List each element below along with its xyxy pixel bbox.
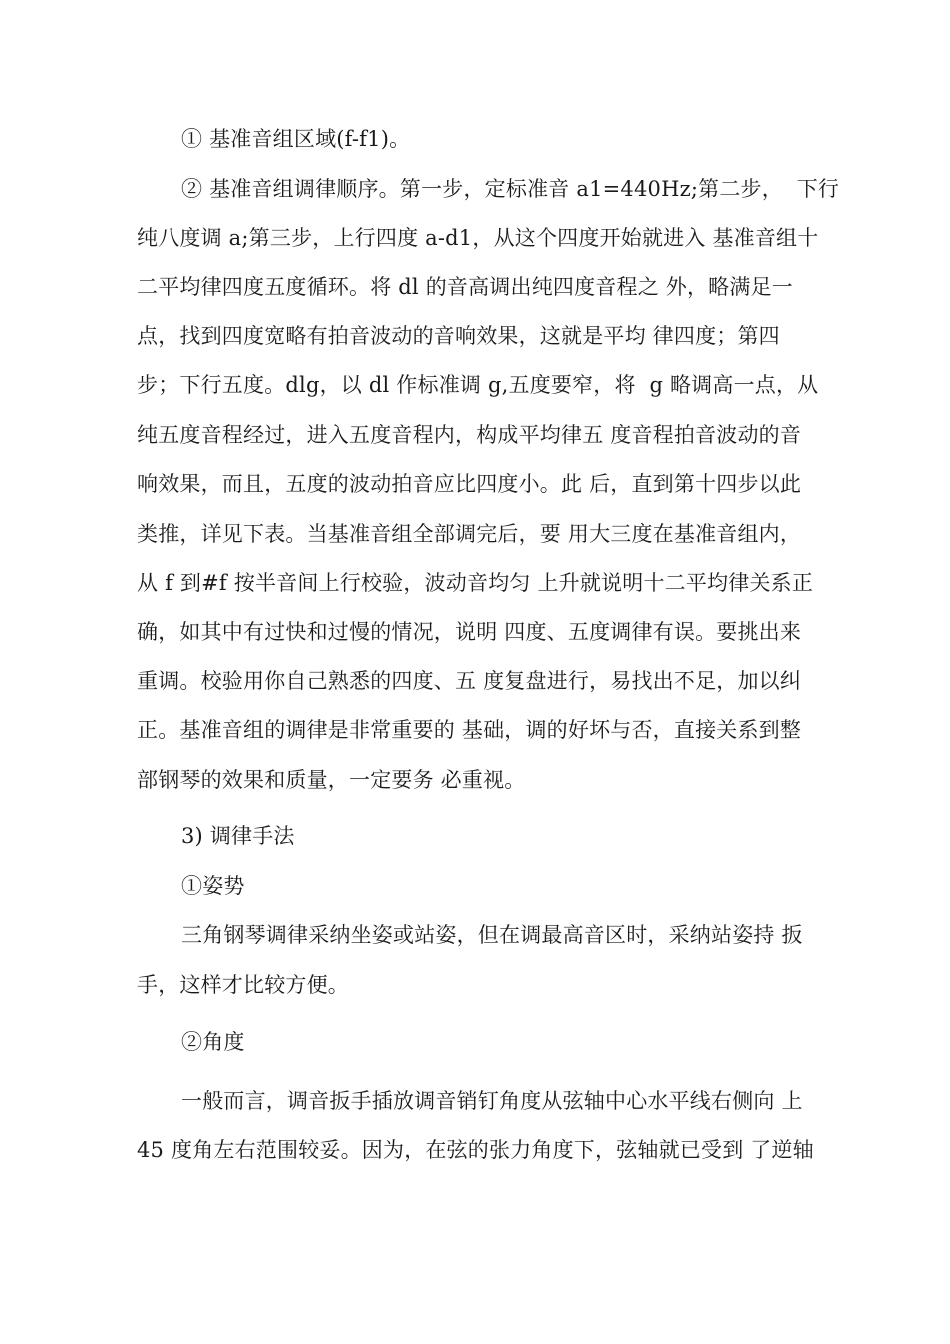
subheading-posture: ①姿势 bbox=[181, 874, 245, 898]
list-item-reference-octave-range: ① 基准音组区域(f-f1)。 bbox=[181, 127, 411, 151]
paragraph-posture-line-1: 三角钢琴调律采纳坐姿或站姿，但在调最高音区时，采纳站姿持 扳 bbox=[181, 923, 803, 947]
paragraph-tuning-order-line-13: 部钢琴的效果和质量，一定要务 必重视。 bbox=[137, 768, 526, 792]
paragraph-tuning-order-line-8: 类推，详见下表。当基准音组全部调完后，要 用大三度在基准音组内， bbox=[137, 522, 802, 546]
paragraph-tuning-order-line-3: 二平均律四度五度循环。将 dl 的音高调出纯四度音程之 外，略满足一 bbox=[137, 275, 793, 299]
paragraph-posture-line-2: 手，这样才比较方便。 bbox=[137, 973, 349, 997]
paragraph-tuning-order-line-12: 正。基准音组的调律是非常重要的 基础，调的好坏与否，直接关系到整 bbox=[137, 718, 802, 742]
paragraph-tuning-order-line-7: 响效果，而且，五度的波动拍音应比四度小。此 后，直到第十四步以此 bbox=[137, 472, 802, 496]
paragraph-tuning-order-line-10: 确，如其中有过快和过慢的情况，说明 四度、五度调律有误。要挑出来 bbox=[137, 620, 802, 644]
paragraph-tuning-order-line-6: 纯五度音程经过，进入五度音程内，构成平均律五 度音程拍音波动的音 bbox=[137, 423, 802, 447]
paragraph-tuning-order-line-2: 纯八度调 a;第三步，上行四度 a-d1，从这个四度开始就进入 基准音组十 bbox=[137, 226, 819, 250]
subheading-angle: ②角度 bbox=[181, 1030, 245, 1054]
paragraph-tuning-order-line-1: ② 基准音组调律顺序。第一步，定标准音 a1=440Hz;第二步， 下行 bbox=[181, 177, 840, 201]
section-heading-tuning-technique: 3) 调律手法 bbox=[181, 824, 295, 848]
paragraph-tuning-order-line-4: 点，找到四度宽略有拍音波动的音响效果，这就是平均 律四度；第四 bbox=[137, 324, 780, 348]
paragraph-tuning-order-line-11: 重调。校验用你自己熟悉的四度、五 度复盘进行，易找出不足，加以纠 bbox=[137, 669, 802, 693]
paragraph-angle-line-1: 一般而言，调音扳手插放调音销钉角度从弦轴中心水平线右侧向 上 bbox=[181, 1089, 803, 1113]
paragraph-tuning-order-line-9: 从 f 到#f 按半音间上行校验，波动音均匀 上升就说明十二平均律关系正 bbox=[137, 571, 814, 595]
paragraph-angle-line-2: 45 度角左右范围较妥。因为，在弦的张力角度下，弦轴就已受到 了逆轴 bbox=[137, 1138, 814, 1162]
paragraph-tuning-order-line-5: 步；下行五度。dlg，以 dl 作标准调 g,五度要窄，将 g 略调高一点，从 bbox=[137, 373, 819, 397]
